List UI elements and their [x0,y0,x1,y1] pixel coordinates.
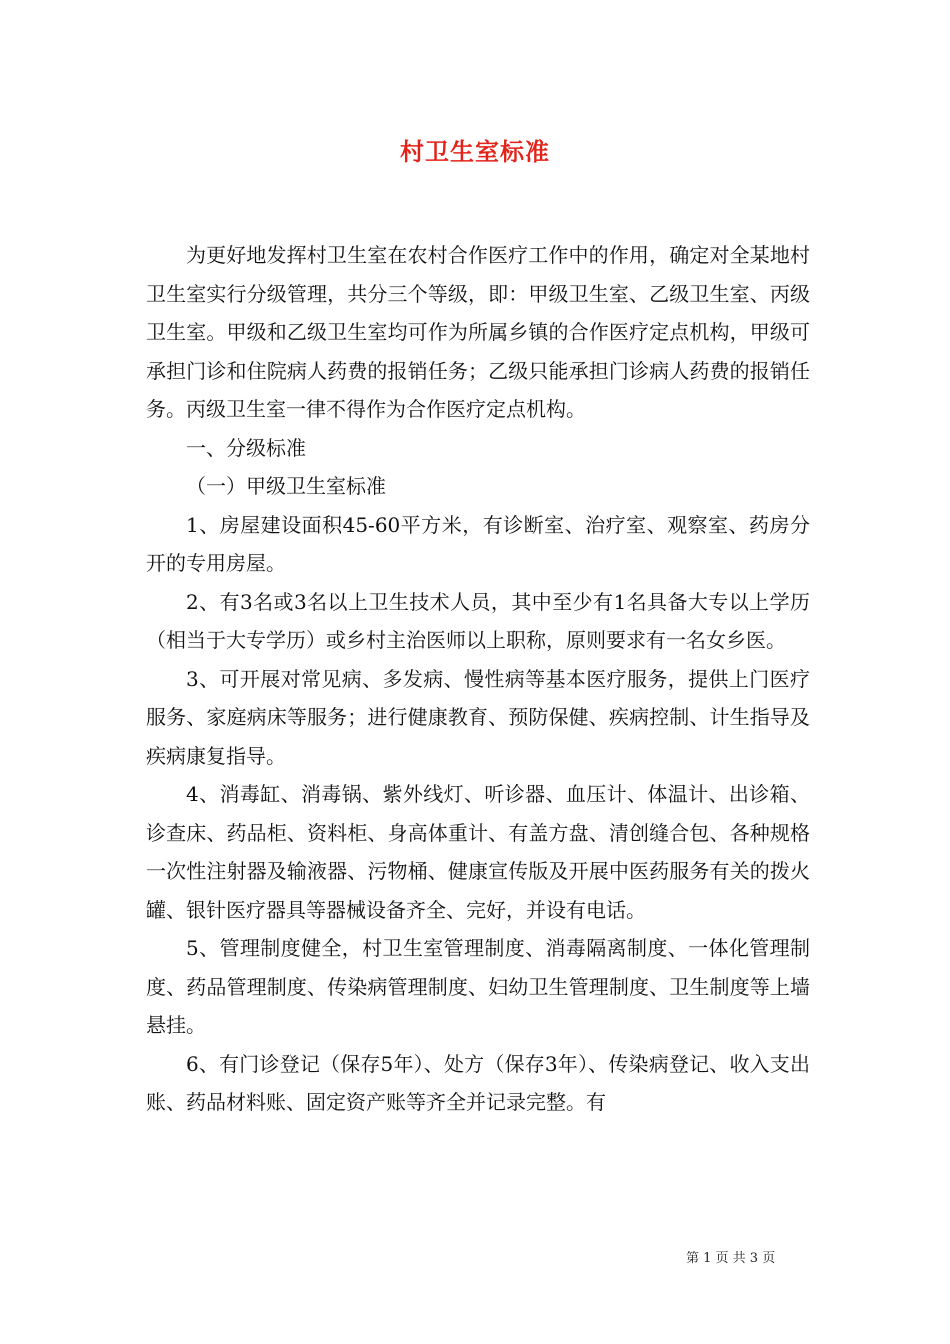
list-item: 1、房屋建设面积45-60平方米，有诊断室、治疗室、观察室、药房分开的专用房屋。 [146,512,810,575]
subsection-heading: （一）甲级卫生室标准 [186,474,386,498]
page-number: 第 1 页 共 3 页 [686,1251,776,1266]
section-heading: 一、分级标准 [186,435,306,460]
list-item: 4、消毒缸、消毒锅、紫外线灯、听诊器、血压计、体温计、出诊箱、诊查床、药品柜、资料柜、身高体重计、有盖方盘、清创缝合包、各种规格一次性注射器及输液器、污物桶、健康宣传版及开展中医药服务有关的拨火罐、银针医疗器具等器械设备齐全、完好，并设有电话。 [146,782,810,922]
list-item: 5、管理制度健全，村卫生室管理制度、消毒隔离制度、一体化管理制度、药品管理制度、传染病管理制度、妇幼卫生管理制度、卫生制度等上墙悬挂。 [146,936,810,1037]
list-item: 3、可开展对常见病、多发病、慢性病等基本医疗服务，提供上门医疗服务、家庭病床等服务；进行健康教育、预防保健、疾病控制、计生指导及疾病康复指导。 [146,666,810,768]
list-item: 2、有3名或3名以上卫生技术人员，其中至少有1名具备大专以上学历（相当于大专学历）或乡村主治医师以上职称，原则要求有一名女乡医。 [146,589,810,652]
list-item: 6、有门诊登记（保存5年）、处方（保存3年）、传染病登记、收入支出账、药品材料账、固定资产账等齐全并记录完整。有 [146,1051,810,1114]
intro-paragraph: 为更好地发挥村卫生室在农村合作医疗工作中的作用，确定对全某地村卫生室实行分级管理，共分三个等级，即：甲级卫生室、乙级卫生室、丙级卫生室。甲级和乙级卫生室均可作为所属乡镇的合作医疗定点机构，甲级可承担门诊和住院病人药费的报销任务；乙级只能承担门诊病人药费的报销任务。丙级卫生室一律不得作为合作医疗定点机构。 [146,243,810,421]
document-title: 村卫生室标准 [400,137,550,166]
document-body [146,236,810,1122]
